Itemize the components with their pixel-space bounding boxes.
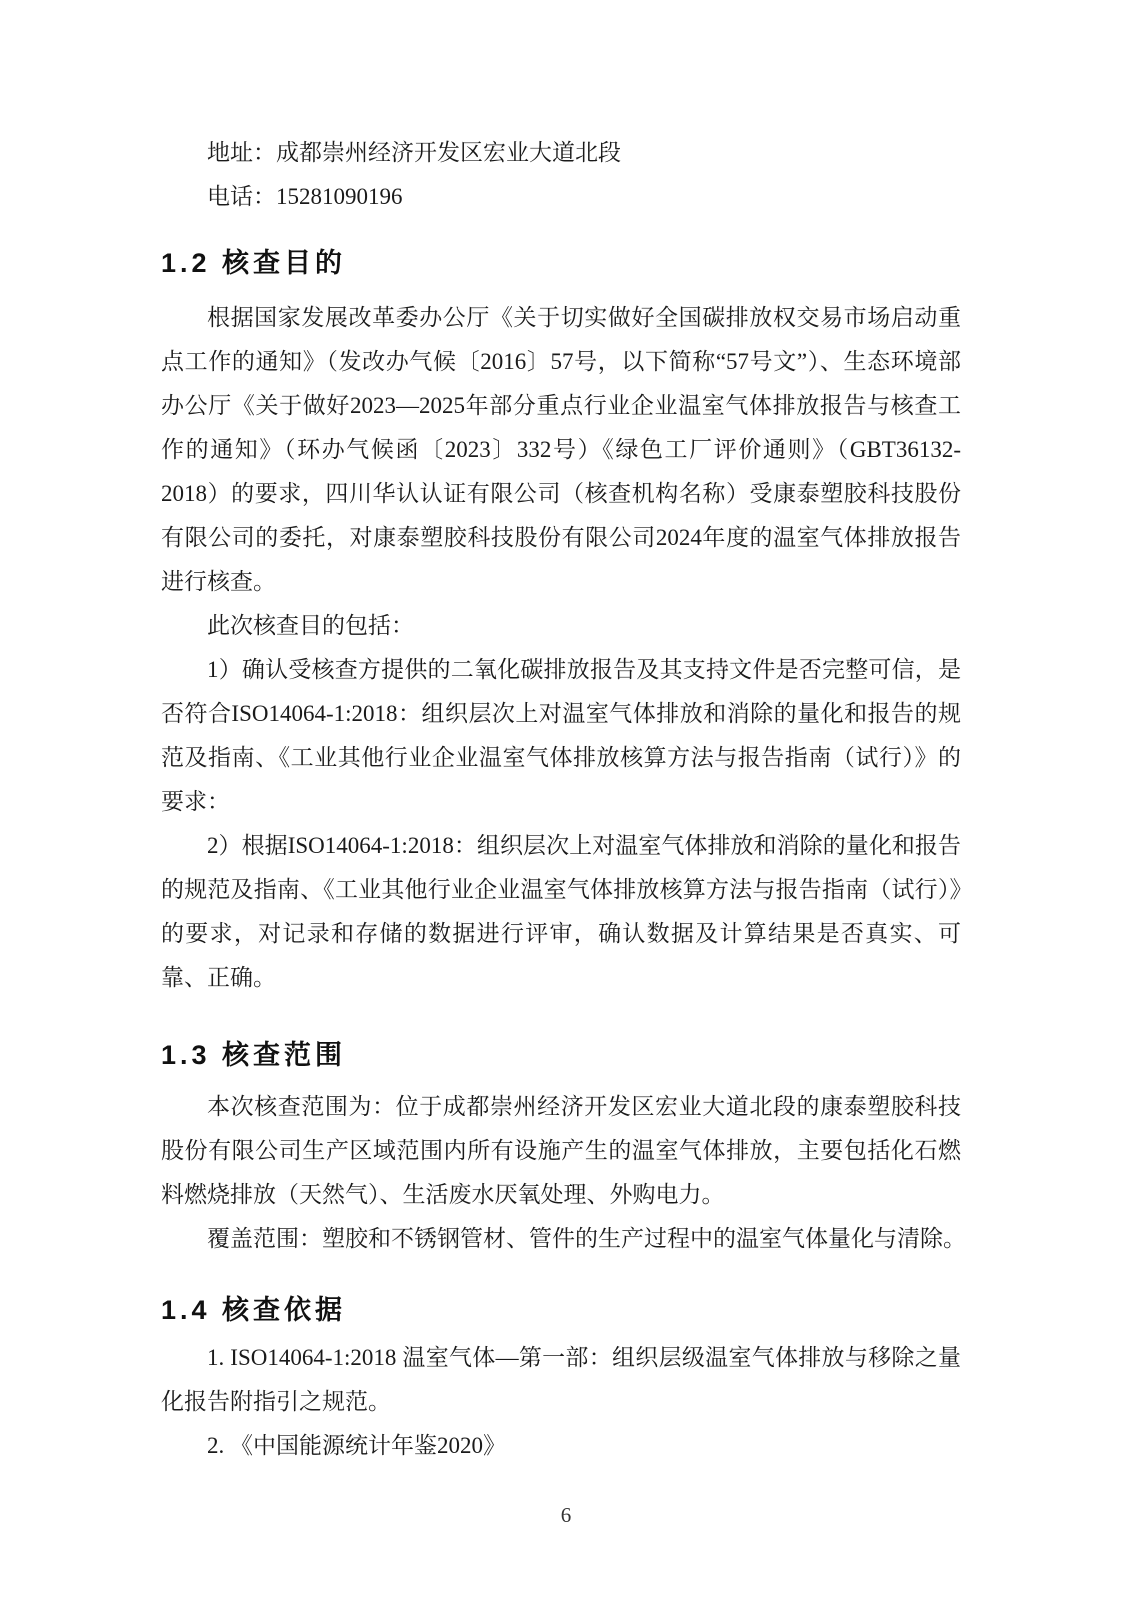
section-heading-verification-purpose: 1.2 核查目的 — [161, 248, 347, 278]
verification-purpose-lead-line: 此次核查目的包括： — [207, 613, 414, 638]
address-line: 地址：成都崇州经济开发区宏业大道北段 — [207, 140, 621, 165]
verification-purpose-intro-paragraph: 根据国家发展改革委办公厅《关于切实做好全国碳排放权交易市场启动重点工作的通知》（发改办气候〔2016〕57号，以下简称“57号文”）、生态环境部办公厅《关于做好2023—2025年部分重点行业企业温室气体排放报告与核查工作的通知》（环办气候函〔2023〕332号）《绿色工厂评价通则》（GBT36132-2018）的要求，四川华认认证有限公司（核查机构名称）受康泰塑胶科技股份有限公司的委托，对康泰塑胶科技股份有限公司2024年度的温室气体排放报告进行核查。 — [161, 305, 961, 594]
verification-coverage-paragraph: 覆盖范围：塑胶和不锈钢管材、管件的生产过程中的温室气体量化与清除。 — [207, 1226, 966, 1251]
section-heading-verification-basis: 1.4 核查依据 — [161, 1295, 347, 1325]
verification-scope-paragraph: 本次核查范围为：位于成都崇州经济开发区宏业大道北段的康泰塑胶科技股份有限公司生产区域范围内所有设施产生的温室气体排放，主要包括化石燃料燃烧排放（天然气）、生活废水厌氧处理、外购电力。 — [161, 1094, 961, 1207]
verification-purpose-item-1: 1）确认受核查方提供的二氧化碳排放报告及其支持文件是否完整可信，是否符合ISO14064-1:2018：组织层次上对温室气体排放和消除的量化和报告的规范及指南、《工业其他行业企业温室气体排放核算方法与报告指南（试行）》的要求： — [161, 657, 961, 814]
section-heading-verification-scope: 1.3 核查范围 — [161, 1040, 347, 1070]
page-number: 6 — [560, 1503, 572, 1527]
phone-line: 电话：15281090196 — [207, 184, 403, 209]
verification-basis-item-1: 1. ISO14064-1:2018 温室气体—第一部：组织层级温室气体排放与移除之量化报告附指引之规范。 — [161, 1345, 961, 1414]
verification-purpose-item-2: 2）根据ISO14064-1:2018：组织层次上对温室气体排放和消除的量化和报告的规范及指南、《工业其他行业企业温室气体排放核算方法与报告指南（试行）》的要求，对记录和存储的数据进行评审，确认数据及计算结果是否真实、可靠、正确。 — [161, 833, 961, 990]
page-content — [161, 0, 966, 1468]
verification-basis-item-2: 2. 《中国能源统计年鉴2020》 — [207, 1433, 506, 1458]
